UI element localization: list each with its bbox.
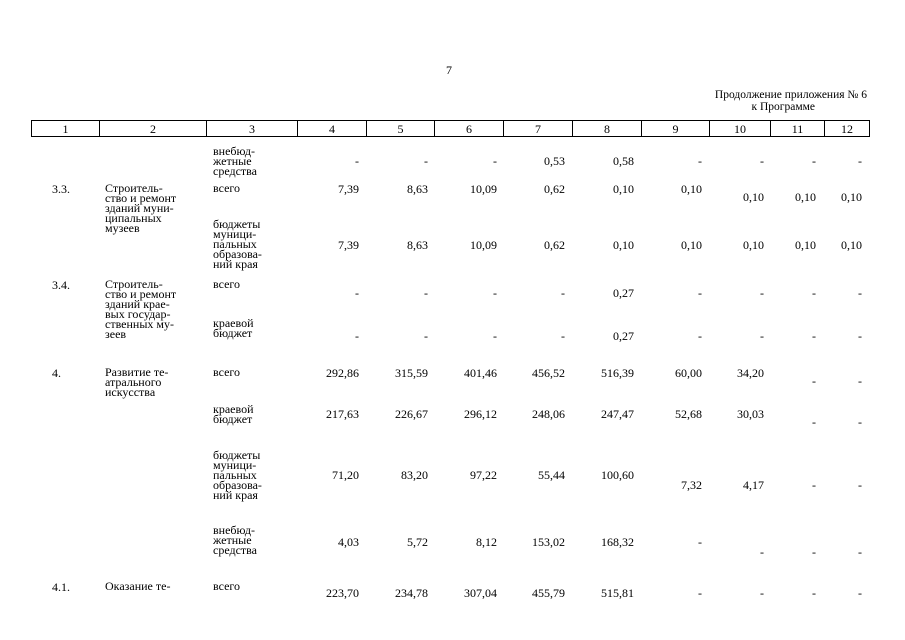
funding-source-line: образова- <box>213 247 262 261</box>
value-cell-col-4: - <box>355 154 359 168</box>
value-cell-col-5: 5,72 <box>407 535 428 549</box>
value-cell-col-6: 10,09 <box>470 238 497 252</box>
value-cell-col-11: - <box>812 329 816 343</box>
value-cell-col-6: 10,09 <box>470 182 497 196</box>
funding-source-line: образова- <box>213 478 262 492</box>
row-name <box>105 581 170 591</box>
value-cell-col-10: 34,20 <box>737 366 764 380</box>
value-cell-col-12: - <box>858 329 862 343</box>
row-name-line: музеев <box>105 221 140 235</box>
value-cell-col-11: 0,10 <box>795 190 816 204</box>
row-name <box>105 367 168 397</box>
continuation-line-2: к Программе <box>751 101 815 113</box>
value-cell-col-8: 516,39 <box>601 366 634 380</box>
funding-source-line: ний края <box>213 257 258 271</box>
value-cell-col-9: - <box>698 329 702 343</box>
funding-source-line: средства <box>213 164 258 178</box>
header-cell-9: 9 <box>642 121 710 137</box>
funding-source-line: жетные <box>213 533 252 547</box>
value-cell-col-4: - <box>355 286 359 300</box>
value-cell-col-12: - <box>858 374 862 388</box>
header-cell-2: 2 <box>100 121 207 137</box>
value-cell-col-8: 168,32 <box>601 535 634 549</box>
value-cell-col-5: 8,63 <box>407 238 428 252</box>
value-cell-col-12: - <box>858 478 862 492</box>
value-cell-col-4: 7,39 <box>338 238 359 252</box>
funding-source-line: всего <box>213 181 241 195</box>
value-cell-col-4: 4,03 <box>338 535 359 549</box>
value-cell-col-8: 0,58 <box>613 154 634 168</box>
funding-source-line: муници- <box>213 227 257 241</box>
header-cell-6: 6 <box>435 121 504 137</box>
value-cell-col-4: 71,20 <box>332 468 359 482</box>
value-cell-col-7: - <box>561 329 565 343</box>
value-cell-col-11: - <box>812 415 816 429</box>
row-name-line: Строитель- <box>105 181 163 195</box>
value-cell-col-5: - <box>424 286 428 300</box>
value-cell-col-7: 248,06 <box>532 407 565 421</box>
value-cell-col-11: - <box>812 374 816 388</box>
row-name-line: вых государ- <box>105 307 171 321</box>
value-cell-col-9: 0,10 <box>681 238 702 252</box>
value-cell-col-8: 0,27 <box>613 286 634 300</box>
funding-source-line: средства <box>213 543 258 557</box>
header-cell-12: 12 <box>825 121 870 137</box>
value-cell-col-7: - <box>561 286 565 300</box>
row-name-line: ство и ремонт <box>105 287 177 301</box>
row-number: 3.3. <box>52 182 70 196</box>
row-number: 3.4. <box>52 278 70 292</box>
funding-source-line: внебюд- <box>213 144 255 158</box>
value-cell-col-6: 8,12 <box>476 535 497 549</box>
value-cell-col-10: - <box>760 329 764 343</box>
value-cell-col-5: 83,20 <box>401 468 428 482</box>
value-cell-col-9: 7,32 <box>681 478 702 492</box>
value-cell-col-6: 97,22 <box>470 468 497 482</box>
value-cell-col-11: - <box>812 545 816 559</box>
value-cell-col-9: - <box>698 535 702 549</box>
row-name-line: ственных му- <box>105 317 174 331</box>
value-cell-col-4: 223,70 <box>326 586 359 600</box>
value-cell-col-9: 52,68 <box>675 407 702 421</box>
funding-source-line: внебюд- <box>213 523 255 537</box>
value-cell-col-7: 0,62 <box>544 238 565 252</box>
value-cell-col-10: - <box>760 286 764 300</box>
funding-source-line: бюджеты <box>213 448 261 462</box>
funding-source-line: бюджет <box>213 326 253 340</box>
value-cell-col-12: - <box>858 586 862 600</box>
row-name-line: Строитель- <box>105 277 163 291</box>
header-cell-7: 7 <box>504 121 573 137</box>
value-cell-col-9: 0,10 <box>681 182 702 196</box>
value-cell-col-8: 0,27 <box>613 329 634 343</box>
funding-source <box>213 279 240 289</box>
row-name-line: зданий муни- <box>105 201 174 215</box>
value-cell-col-11: - <box>812 586 816 600</box>
value-cell-col-4: 292,86 <box>326 366 359 380</box>
value-cell-col-5: 8,63 <box>407 182 428 196</box>
funding-source-line: пальных <box>213 468 257 482</box>
value-cell-col-12: - <box>858 415 862 429</box>
funding-source-line: бюджет <box>213 412 253 426</box>
row-name-line: Развитие те- <box>105 365 169 379</box>
value-cell-col-10: - <box>760 586 764 600</box>
value-cell-col-12: - <box>858 154 862 168</box>
header-cell-11: 11 <box>771 121 825 137</box>
row-number: 4.1. <box>52 580 70 594</box>
value-cell-col-7: 0,53 <box>544 154 565 168</box>
value-cell-col-12: - <box>858 286 862 300</box>
value-cell-col-10: 4,17 <box>743 478 764 492</box>
value-cell-col-6: - <box>493 154 497 168</box>
row-name <box>105 279 176 339</box>
value-cell-col-11: - <box>812 154 816 168</box>
funding-source <box>213 146 257 176</box>
funding-source <box>213 525 257 555</box>
value-cell-col-10: 0,10 <box>743 238 764 252</box>
header-cell-10: 10 <box>710 121 771 137</box>
value-cell-col-9: - <box>698 154 702 168</box>
value-cell-col-8: 0,10 <box>613 182 634 196</box>
row-name <box>105 183 176 233</box>
funding-source <box>213 318 254 338</box>
funding-source-line: всего <box>213 579 241 593</box>
funding-source <box>213 183 240 193</box>
value-cell-col-10: 30,03 <box>737 407 764 421</box>
column-number-header <box>31 120 870 137</box>
row-name-line: искусства <box>105 385 156 399</box>
value-cell-col-5: 315,59 <box>395 366 428 380</box>
value-cell-col-4: - <box>355 329 359 343</box>
funding-source-line: всего <box>213 365 241 379</box>
value-cell-col-12: 0,10 <box>841 238 862 252</box>
value-cell-col-11: 0,10 <box>795 238 816 252</box>
value-cell-col-9: - <box>698 286 702 300</box>
value-cell-col-6: 401,46 <box>464 366 497 380</box>
funding-source-line: краевой <box>213 402 254 416</box>
value-cell-col-6: 307,04 <box>464 586 497 600</box>
value-cell-col-6: 296,12 <box>464 407 497 421</box>
value-cell-col-10: 0,10 <box>743 190 764 204</box>
header-cell-8: 8 <box>573 121 642 137</box>
row-number: 4. <box>52 366 61 380</box>
header-cell-5: 5 <box>367 121 435 137</box>
header-cell-4: 4 <box>298 121 367 137</box>
funding-source-line: пальных <box>213 237 257 251</box>
value-cell-col-7: 0,62 <box>544 182 565 196</box>
value-cell-col-7: 456,52 <box>532 366 565 380</box>
value-cell-col-8: 247,47 <box>601 407 634 421</box>
value-cell-col-5: - <box>424 154 428 168</box>
value-cell-col-10: - <box>760 545 764 559</box>
value-cell-col-5: - <box>424 329 428 343</box>
row-name-line: Оказание те- <box>105 579 171 593</box>
value-cell-col-7: 455,79 <box>532 586 565 600</box>
header-cell-1: 1 <box>32 121 100 137</box>
value-cell-col-8: 515,81 <box>601 586 634 600</box>
continuation-note <box>567 89 867 113</box>
row-name-line: зданий крае- <box>105 297 170 311</box>
funding-source <box>213 219 262 269</box>
funding-source <box>213 450 262 500</box>
funding-source <box>213 367 240 377</box>
continuation-line-1: Продолжение приложения № 6 <box>714 89 867 101</box>
value-cell-col-10: - <box>760 154 764 168</box>
value-cell-col-4: 7,39 <box>338 182 359 196</box>
value-cell-col-6: - <box>493 329 497 343</box>
funding-source-line: жетные <box>213 154 252 168</box>
row-name-line: атрального <box>105 375 162 389</box>
value-cell-col-8: 100,60 <box>601 468 634 482</box>
value-cell-col-7: 55,44 <box>538 468 565 482</box>
funding-source-line: бюджеты <box>213 217 261 231</box>
funding-source-line: муници- <box>213 458 257 472</box>
funding-source <box>213 581 240 591</box>
funding-source-line: всего <box>213 277 241 291</box>
value-cell-col-12: 0,10 <box>841 190 862 204</box>
value-cell-col-5: 234,78 <box>395 586 428 600</box>
funding-source-line: краевой <box>213 316 254 330</box>
value-cell-col-9: 60,00 <box>675 366 702 380</box>
funding-source-line: ний края <box>213 488 258 502</box>
value-cell-col-11: - <box>812 478 816 492</box>
row-name-line: ство и ремонт <box>105 191 177 205</box>
header-cell-3: 3 <box>207 121 298 137</box>
funding-source <box>213 404 254 424</box>
page-number: 7 <box>446 63 452 77</box>
value-cell-col-12: - <box>858 545 862 559</box>
row-name-line: ципальных <box>105 211 162 225</box>
value-cell-col-8: 0,10 <box>613 238 634 252</box>
row-name-line: зеев <box>105 327 127 341</box>
value-cell-col-5: 226,67 <box>395 407 428 421</box>
value-cell-col-6: - <box>493 286 497 300</box>
value-cell-col-7: 153,02 <box>532 535 565 549</box>
value-cell-col-11: - <box>812 286 816 300</box>
value-cell-col-9: - <box>698 586 702 600</box>
value-cell-col-4: 217,63 <box>326 407 359 421</box>
